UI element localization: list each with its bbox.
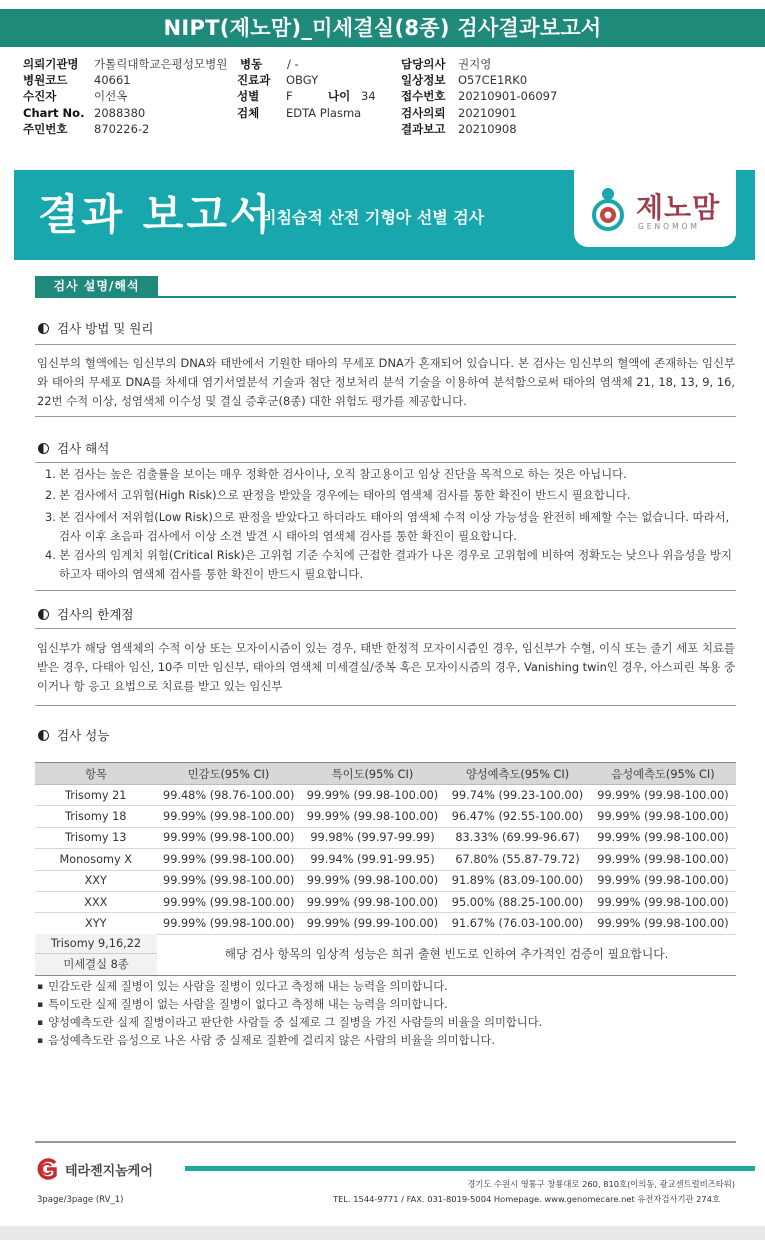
item-number: 2. [45,488,56,503]
info-value: 가톨릭대학교은평성모병원 [94,57,228,71]
info-key: 일상정보 [401,73,446,88]
info-row [23,88,227,104]
info-value: 2088380 [94,105,146,120]
list-item [45,486,735,505]
column-header: 음성예측도(95% CI) [590,763,736,785]
row-label: Trisomy 21 [35,785,157,806]
table-row [35,785,736,806]
table-cell: 99.99% (99.98-100.00) [157,913,300,934]
interpretation-heading [38,439,109,457]
table-cell: 99.99% (99.98-100.00) [300,806,445,827]
company-name: 테라젠지놈케어 [65,1164,153,1179]
info-row [237,72,376,88]
performance-table [35,762,736,935]
table-row [35,806,736,827]
info-value: 870226-2 [94,121,150,136]
info-key: 접수번호 [401,89,446,104]
section-tab: 검사 설명/해석 [35,276,158,296]
footer-divider [35,1141,736,1143]
info-row [23,105,227,121]
list-item: ▪ 양성예측도란 실제 질병이라고 판단한 사람들 중 실제로 그 질병을 가진 사람들의 비율을 의미합니다. [37,1014,542,1032]
info-value: 34 [361,89,376,104]
half-circle-icon [38,323,49,334]
table-cell: 96.47% (92.55-100.00) [445,806,590,827]
banner-subheading: 비침습적 산전 기형아 선별 검사 [261,208,485,227]
column-header: 특이도(95% CI) [300,763,445,785]
info-key: 수진자 [23,89,57,104]
method-heading-text: 검사 방법 및 원리 [57,321,154,336]
info-row [237,88,376,104]
table-row [35,891,736,912]
info-key: 담당의사 [401,57,446,71]
limits-heading-text: 검사의 한계점 [57,607,134,622]
table-cell: 99.48% (98.76-100.00) [157,785,300,806]
table-cell: 99.99% (99.98-100.00) [157,870,300,891]
row-label: Trisomy 13 [35,827,157,848]
half-circle-icon [38,609,49,620]
table-cell: 99.99% (99.98-100.00) [590,806,736,827]
table-cell: 99.74% (99.23-100.00) [445,785,590,806]
info-value: 이선옥 [94,89,128,104]
table-row [35,849,736,870]
performance-heading-text: 검사 성능 [57,728,110,743]
info-key: 의뢰기관명 [23,57,79,71]
info-key: 검체 [237,105,260,120]
info-row [401,88,557,104]
divider [35,416,736,417]
table-cell: 99.99% (99.98-100.00) [157,806,300,827]
info-row [23,72,227,88]
info-value: 40661 [94,73,131,88]
column-header: 민감도(95% CI) [157,763,300,785]
row-label: 미세결실 8종 [35,954,157,975]
row-label: XXX [35,891,157,912]
rare-items-message: 해당 검사 항목의 임상적 성능은 희귀 출현 빈도로 인하여 추가적인 검증이 필요합니다. [224,947,669,961]
performance-heading [38,726,109,744]
info-key: 성별 [237,89,260,104]
method-text: 임신부의 혈액에는 임신부의 DNA와 태반에서 기원한 태아의 무세포 DNA가 혼재되어 있습니다. 본 검사는 임신부의 혈액에 존재하는 임신부와 태아의 무세포 DNA를 차세대 염기서열분석 기술과 첨단 정보처리 분석 기술을 이용하여 분석함으로써 태아의 염색체 21, 18, 13, 9, 16, 22번 수적 이상, 성염색체 이수성 및 결실 증후군(8종) 대한 위험도 평가를 제공합니다. [37,356,735,408]
result-banner [14,170,755,260]
interpretation-heading-text: 검사 해석 [57,441,110,456]
table-cell: 99.99% (99.98-100.00) [157,827,300,848]
item-number: 1. [45,467,56,481]
info-row [237,105,376,121]
list-item: ▪ 민감도란 실제 질병이 있는 사람을 질병이 있다고 측정해 내는 능력을 의미합니다. [37,978,542,996]
info-row [23,56,227,72]
banner-heading: 결과 보고서 [38,190,274,239]
section-divider [35,296,736,298]
table-cell: 99.99% (99.98-100.00) [590,849,736,870]
row-label: XYY [35,913,157,934]
logo-english: GENOMOM [638,222,700,231]
table-cell: 99.99% (99.98-100.00) [590,827,736,848]
item-number: 4. [45,548,56,563]
list-item [45,508,735,547]
info-row [401,56,557,72]
info-key: 진료과 [237,73,271,88]
divider [35,590,736,591]
info-column-3 [401,56,557,137]
info-row [401,121,557,137]
table-row [35,913,736,934]
table-cell: 99.99% (99.98-100.00) [300,870,445,891]
table-cell: 99.99% (99.98-100.00) [590,870,736,891]
table-cell: 95.00% (88.25-100.00) [445,891,590,912]
half-circle-icon [38,730,49,741]
info-value: 20210901 [458,105,517,120]
company-contact: TEL. 1544-9771 / FAX. 031-8019-5004 Homepage. www.genomecare.net 유전자검사기관 274호 [333,1194,720,1204]
limits-heading [38,605,133,623]
table-cell: 99.99% (99.99-100.00) [300,913,445,934]
info-key: 주민번호 [23,121,68,136]
info-row [401,72,557,88]
definition-list [37,978,542,1050]
info-value: OBGY [286,73,319,88]
company-address: 경기도 수원시 영통구 창룡대로 260, 810호(이의동, 광교센트럴비즈타워) [467,1179,735,1189]
item-text: 본 검사에서 고위험(High Risk)으로 판정을 받았을 경우에는 태아의 염색체 검사를 통한 확진이 반드시 필요합니다. [59,488,631,503]
table-header-row [35,763,736,785]
table-row [35,870,736,891]
info-column-2b [237,72,376,121]
info-value: 20210901-06097 [458,89,558,104]
info-row [23,121,227,137]
table-cell: 99.99% (99.98-100.00) [300,785,445,806]
info-value: F [286,89,293,104]
item-number: 3. [45,509,56,524]
table-cell: 99.99% (99.98-100.00) [590,913,736,934]
table-cell: 83.33% (69.99-96.67) [445,827,590,848]
table-cell: 99.98% (99.97-99.99) [300,827,445,848]
table-cell: 99.94% (99.91-99.95) [300,849,445,870]
table-cell: 99.99% (99.98-100.00) [300,891,445,912]
row-label: XXY [35,870,157,891]
info-key: 병동 [240,57,263,71]
info-value: EDTA Plasma [286,105,362,120]
rare-items-note [35,934,736,976]
table-cell: 91.89% (83.09-100.00) [445,870,590,891]
info-key: 나이 [328,89,351,104]
report-title: NIPT(제노맘)_미세결실(8종) 검사결과보고서 [0,9,765,47]
info-column-1 [23,56,227,137]
limits-text: 임신부가 해당 염색체의 수적 이상 또는 모자이시즘이 있는 경우, 태반 한정적 모자이시즘인 경우, 임신부가 수혈, 이식 또는 줄기 세포 치료를 받은 경우, 다태아 임신, 10주 미만 임신부, 태아의 염색체 미세결실/중복 혹은 모자이시즘의 경우, Vanishing twin인 경우, 아스피린 복용 중이거나 항 응고 요법으로 치료를 받고 있는 임신부 [37,641,735,693]
table-row [35,827,736,848]
theragen-logo-icon [33,1158,61,1180]
page-number: 3page/3page (RV_1) [37,1195,124,1205]
item-text: 본 검사는 높은 검출률을 보이는 매우 정확한 검사이나, 오직 참고용이고 임상 진단을 목적으로 하는 것은 아닙니다. [59,467,627,481]
column-header: 양성예측도(95% CI) [445,763,590,785]
info-key: Chart No. [23,105,85,120]
table-cell: 99.99% (99.98-100.00) [590,785,736,806]
table-cell: 91.67% (76.03-100.00) [445,913,590,934]
info-column-2 [240,56,299,72]
table-cell: 99.99% (99.98-100.00) [590,891,736,912]
interpretation-list [45,465,735,585]
divider [35,344,736,345]
info-key: 병원코드 [23,73,68,88]
divider [35,462,736,463]
info-value: 20210908 [458,121,517,136]
table-cell: 67.80% (55.87-79.72) [445,849,590,870]
genomom-logo [574,170,736,247]
divider [35,705,736,706]
item-text: 본 검사의 임계치 위험(Critical Risk)은 고위험 기준 수치에 근접한 결과가 나온 경우로 고위험에 비하여 정확도는 낮으나 위음성을 방지하고자 태아의 염색체 검사를 통한 확진이 반드시 필요합니다. [59,548,733,582]
info-row [401,105,557,121]
info-value: O57CE1RK0 [458,73,528,88]
list-item: ▪ 음성예측도란 음성으로 나온 사람 중 실제로 질환에 걸리지 않은 사람의 비율을 의미합니다. [37,1032,542,1050]
info-key: 결과보고 [401,121,446,136]
divider [35,628,736,629]
row-label: Trisomy 18 [35,806,157,827]
table-cell: 99.99% (99.98-100.00) [157,891,300,912]
item-text: 본 검사에서 저위험(Low Risk)으로 판정을 받았다고 하더라도 태아의 염색체 수적 이상 가능성을 완전히 배제할 수는 없습니다. 따라서, 검사 이후 초음파 검사에서 이상 소견 발견 시 태아의 염색체 검사를 통한 확진이 필요합니다. [59,509,730,543]
table-cell: 99.99% (99.98-100.00) [157,849,300,870]
list-item [45,465,735,484]
row-label: Trisomy 9,16,22 [35,934,157,954]
viewer-background [0,1226,765,1240]
method-heading [38,319,153,337]
info-row [240,56,299,72]
footer-band [185,1166,755,1171]
list-item: ▪ 특이도란 실제 질병이 없는 사람을 질병이 없다고 측정해 내는 능력을 의미합니다. [37,996,542,1014]
row-label: Monosomy X [35,849,157,870]
info-value: / - [287,57,299,71]
info-value: 권지영 [458,57,492,71]
genomom-emblem-icon [588,184,628,232]
list-item [45,546,735,585]
column-header: 항목 [35,763,157,785]
info-key: 검사의뢰 [401,105,446,120]
logo-name: 제노맘 [636,191,721,224]
half-circle-icon [38,443,49,454]
